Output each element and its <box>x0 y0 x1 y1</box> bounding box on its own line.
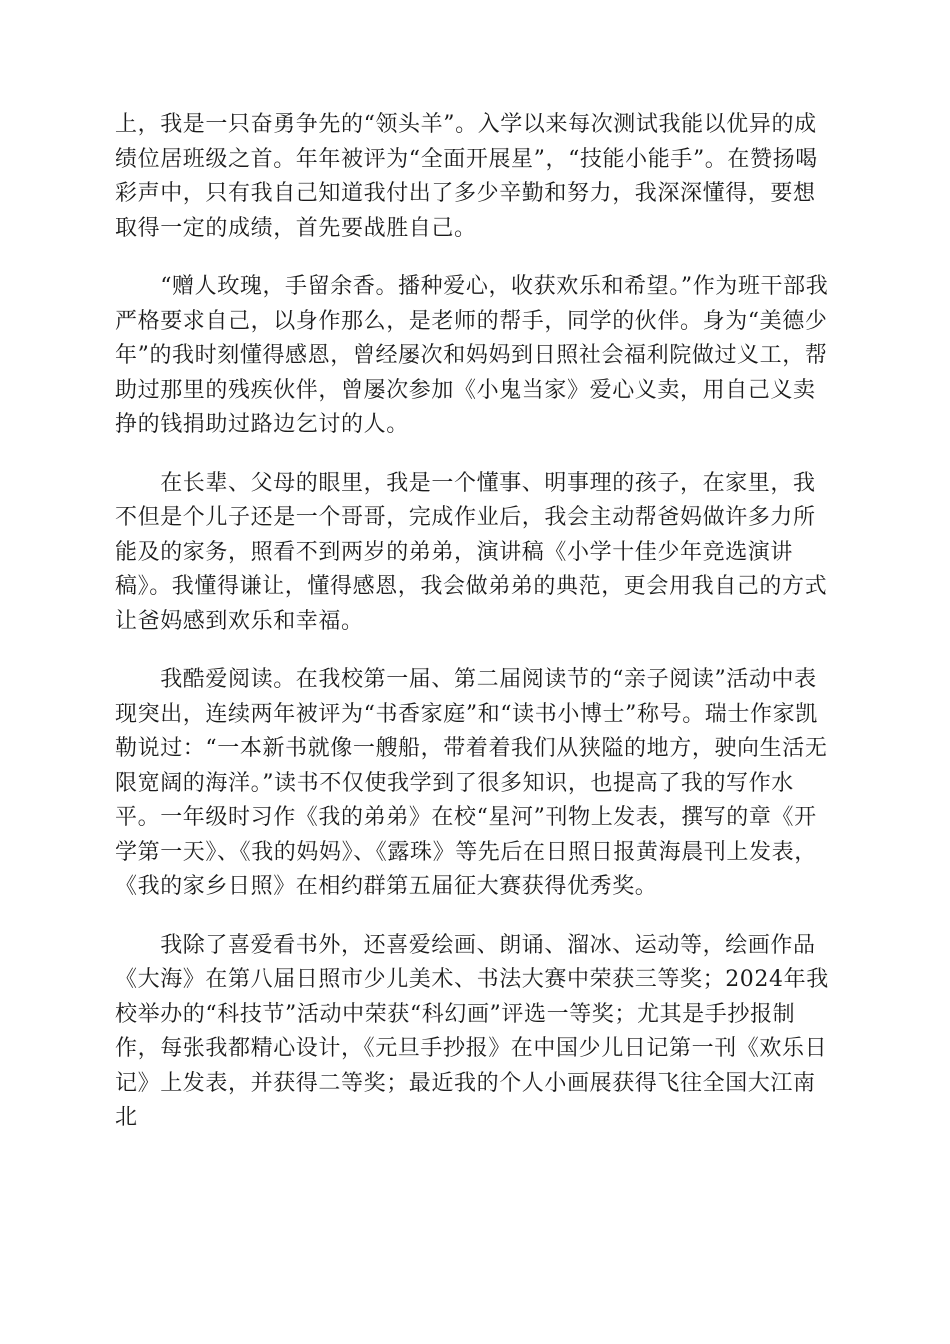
document-body <box>115 108 835 1136</box>
paragraph-family: 在长辈、父母的眼里，我是一个懂事、明事理的孩子，在家里，我不但是个儿子还是一个哥哥，完成作业后，我会主动帮爸妈做许多力所能及的家务，照看不到两岁的弟弟，演讲稿《小学十佳少年竞选演讲稿》。我懂得谦让，懂得感恩，我会做弟弟的典范，更会用我自己的方式让爸妈感到欢乐和幸福。 <box>115 470 828 634</box>
paragraph-class-cadre: “赠人玫瑰，手留余香。播种爱心，收获欢乐和希望。”作为班干部我严格要求自己，以身作那么，是老师的帮手，同学的伙伴。身为“美德少年”的我时刻懂得感恩，曾经屡次和妈妈到日照社会福利院做过义工，帮助过那里的残疾伙伴，曾屡次参加《小鬼当家》爱心义卖，用自己义卖挣的钱捐助过路边乞讨的人。 <box>115 274 829 437</box>
paragraph-achievements: 上，我是一只奋勇争先的“领头羊”。入学以来每次测试我能以优异的成绩位居班级之首。年年被评为“全面开展星”，“技能小能手”。在赞扬喝彩声中，只有我自己知道我付出了多少辛勤和努力，我深深懂得，要想取得一定的成绩，首先要战胜自己。 <box>115 112 818 241</box>
paragraph-reading: 我酷爱阅读。在我校第一届、第二届阅读节的“亲子阅读”活动中表现突出，连续两年被评为“书香家庭”和“读书小博士”称号。瑞士作家凯勒说过：“一本新书就像一艘船，带着着我们从狭隘的地方，驶向生活无限宽阔的海洋。”读书不仅使我学到了很多知识，也提高了我的写作水平。一年级时习作《我的弟弟》在校“星河”刊物上发表，撰写的章《开学第一天》、《我的妈妈》、《露珠》等先后在日照日报黄海晨刊上发表，《我的家乡日照》在相约群第五届征大赛获得优秀奖。 <box>115 667 828 899</box>
paragraph-hobbies: 我除了喜爱看书外，还喜爱绘画、朗诵、溜冰、运动等，绘画作品《大海》在第八届日照市少儿美术、书法大赛中荣获三等奖；2024年我校举办的“科技节”活动中荣获“科幻画”评选一等奖；尤其是手抄报制作，每张我都精心设计，《元旦手抄报》在中国少儿日记第一刊《欢乐日记》上发表，并获得二等奖；最近我的个人小画展获得飞往全国大江南北 <box>115 932 829 1130</box>
